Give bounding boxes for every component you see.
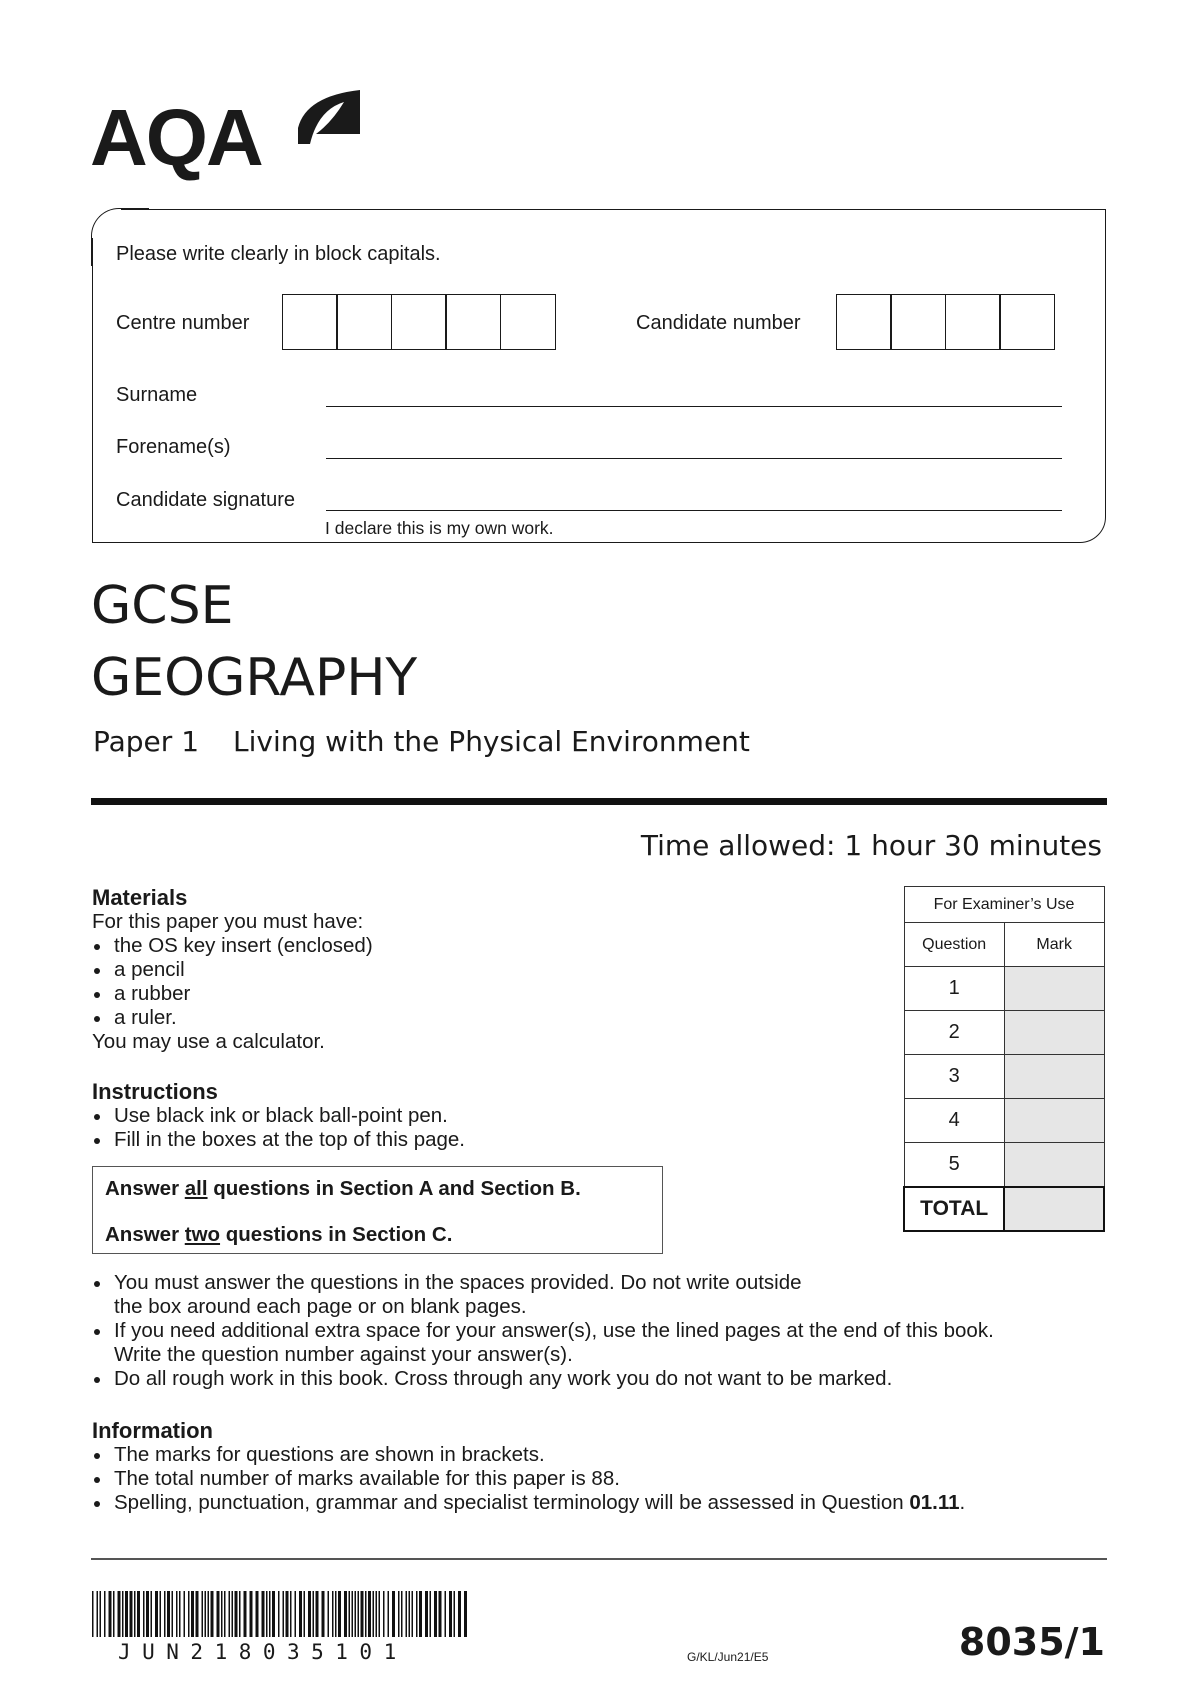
barcode-bar bbox=[232, 1591, 234, 1637]
signature-label: Candidate signature bbox=[116, 489, 296, 511]
barcode-bar bbox=[376, 1591, 378, 1637]
information-heading: Information bbox=[92, 1418, 213, 1443]
footer-divider bbox=[91, 1558, 1107, 1560]
leaf-icon bbox=[296, 88, 362, 144]
barcode-bar bbox=[167, 1591, 170, 1637]
barcode-bar bbox=[278, 1591, 280, 1637]
answer-requirement-2 bbox=[105, 1223, 452, 1247]
mark-column-header: Mark bbox=[1004, 923, 1104, 967]
barcode-bar bbox=[355, 1591, 357, 1637]
barcode-bar bbox=[134, 1591, 136, 1637]
subject-title: GEOGRAPHY bbox=[91, 648, 418, 708]
barcode-bar bbox=[439, 1591, 442, 1637]
barcode-bar bbox=[244, 1591, 247, 1637]
barcode-bar bbox=[316, 1591, 319, 1637]
barcode-bar bbox=[328, 1591, 330, 1637]
instructions-heading: Instructions bbox=[92, 1079, 218, 1104]
emphasis-all: all bbox=[184, 1177, 208, 1200]
list-item: a ruler. bbox=[92, 1006, 373, 1030]
barcode-bar bbox=[401, 1591, 403, 1637]
barcode-bar bbox=[344, 1591, 347, 1637]
barcode-bar bbox=[322, 1591, 325, 1637]
barcode-bar bbox=[224, 1591, 226, 1637]
mark-cell[interactable] bbox=[1004, 1011, 1104, 1055]
paper-number: Paper 1 bbox=[93, 725, 200, 758]
barcode-bar bbox=[211, 1591, 214, 1637]
total-label: TOTAL bbox=[904, 1187, 1004, 1231]
barcode-bar bbox=[458, 1591, 461, 1637]
barcode-bar bbox=[398, 1591, 400, 1637]
barcode-bar bbox=[269, 1591, 271, 1637]
barcode-bar bbox=[118, 1591, 121, 1637]
aqa-logo bbox=[90, 88, 360, 180]
candidate-number-digit[interactable] bbox=[890, 294, 946, 350]
candidate-number-digit[interactable] bbox=[999, 294, 1055, 350]
answer-requirements-box bbox=[92, 1166, 663, 1254]
table-row bbox=[904, 1143, 1104, 1187]
barcode-bar bbox=[100, 1591, 102, 1637]
text-span: Answer bbox=[105, 1223, 185, 1246]
forenames-label: Forename(s) bbox=[116, 436, 231, 458]
barcode-bar bbox=[434, 1591, 437, 1637]
candidate-number-digit[interactable] bbox=[945, 294, 1001, 350]
barcode-bar bbox=[125, 1591, 128, 1637]
barcode-bar bbox=[352, 1591, 354, 1637]
text-span: Spelling, punctuation, grammar and specialist terminology will be assessed in Question bbox=[114, 1491, 910, 1514]
question-column-header: Question bbox=[904, 923, 1004, 967]
barcode-bar bbox=[392, 1591, 395, 1637]
barcode-bar bbox=[176, 1591, 178, 1637]
barcode-text: JUN218035101 bbox=[118, 1640, 408, 1664]
text-span: . bbox=[959, 1491, 966, 1514]
barcode-bar bbox=[239, 1591, 241, 1637]
list-item bbox=[92, 1491, 1092, 1515]
list-item: Use black ink or black ball-point pen. bbox=[92, 1104, 465, 1128]
title-divider bbox=[91, 798, 1107, 805]
barcode-bar bbox=[445, 1591, 447, 1637]
barcode-bar bbox=[250, 1591, 253, 1637]
box-corner bbox=[91, 208, 121, 238]
text-span: questions in Section A and Section B. bbox=[207, 1177, 581, 1200]
barcode-bar bbox=[179, 1591, 181, 1637]
examiner-use-table bbox=[903, 886, 1105, 1232]
centre-number-label: Centre number bbox=[116, 312, 250, 334]
barcode-bar bbox=[368, 1591, 371, 1637]
barcode-bar bbox=[388, 1591, 390, 1637]
barcode-bar bbox=[299, 1591, 302, 1637]
barcode-bar bbox=[184, 1591, 186, 1637]
barcode-bar bbox=[97, 1591, 99, 1637]
barcode-bar bbox=[217, 1591, 220, 1637]
paper-title: Living with the Physical Environment bbox=[233, 725, 750, 758]
barcode-bar bbox=[266, 1591, 268, 1637]
barcode-bar bbox=[383, 1591, 385, 1637]
materials-intro: For this paper you must have: bbox=[92, 910, 364, 933]
aqa-logo-text: AQA bbox=[90, 93, 262, 182]
materials-list bbox=[92, 934, 373, 1030]
centre-number-digit[interactable] bbox=[391, 294, 447, 350]
list-item: a pencil bbox=[92, 958, 373, 982]
spag-question-number: 01.11 bbox=[909, 1491, 960, 1514]
mark-cell[interactable] bbox=[1004, 1099, 1104, 1143]
question-number: 3 bbox=[904, 1055, 1004, 1099]
barcode-bar bbox=[313, 1591, 315, 1637]
block-capitals-instruction: Please write clearly in block capitals. bbox=[116, 243, 441, 265]
instructions-list bbox=[92, 1104, 465, 1152]
barcode-bar bbox=[172, 1591, 174, 1637]
text-span: questions in Section C. bbox=[220, 1223, 453, 1246]
barcode-bar bbox=[191, 1591, 194, 1637]
question-number: 2 bbox=[904, 1011, 1004, 1055]
surname-label: Surname bbox=[116, 384, 198, 406]
barcode-bar bbox=[164, 1591, 166, 1637]
list-item: The total number of marks available for this paper is 88. bbox=[92, 1467, 1092, 1491]
barcode-bar bbox=[416, 1591, 418, 1637]
list-item: a rubber bbox=[92, 982, 373, 1006]
barcode-bar bbox=[409, 1591, 411, 1637]
barcode-bar bbox=[272, 1591, 275, 1637]
emphasis-two: two bbox=[184, 1223, 221, 1246]
barcode-bar bbox=[286, 1591, 289, 1637]
information-list bbox=[92, 1443, 1092, 1515]
table-row bbox=[904, 1099, 1104, 1143]
barcode-bar bbox=[332, 1591, 334, 1637]
list-item: Do all rough work in this book. Cross through any work you do not want to be marked. bbox=[92, 1367, 1092, 1391]
barcode-bar bbox=[143, 1591, 145, 1637]
question-number: 4 bbox=[904, 1099, 1004, 1143]
question-number: 5 bbox=[904, 1143, 1004, 1187]
barcode-bar bbox=[151, 1591, 153, 1637]
list-item: The marks for questions are shown in brackets. bbox=[92, 1443, 1092, 1467]
barcode-bar bbox=[425, 1591, 428, 1637]
barcode-bar bbox=[235, 1591, 238, 1637]
barcode-bar bbox=[406, 1591, 408, 1637]
answer-rules-list bbox=[92, 1271, 1092, 1391]
answer-requirement-1 bbox=[105, 1177, 581, 1201]
qualification-level: GCSE bbox=[91, 576, 234, 636]
barcode-bar bbox=[454, 1591, 456, 1637]
barcode-bar bbox=[449, 1591, 452, 1637]
text-span: Write the question number against your answer(s). bbox=[114, 1343, 573, 1366]
barcode-bar bbox=[256, 1591, 259, 1637]
examiner-table-heading: For Examiner’s Use bbox=[904, 887, 1104, 923]
barcode-bar bbox=[283, 1591, 285, 1637]
barcode-bar bbox=[221, 1591, 223, 1637]
barcode-bar bbox=[137, 1591, 140, 1637]
barcode bbox=[92, 1591, 472, 1637]
barcode-bar bbox=[202, 1591, 204, 1637]
barcode-bar bbox=[146, 1591, 149, 1637]
barcode-bar bbox=[188, 1591, 190, 1637]
mark-cell[interactable] bbox=[1004, 1143, 1104, 1187]
candidate-number-digit[interactable] bbox=[836, 294, 892, 350]
mark-cell[interactable] bbox=[1004, 1055, 1104, 1099]
barcode-bar bbox=[349, 1591, 351, 1637]
list-item: the OS key insert (enclosed) bbox=[92, 934, 373, 958]
barcode-bar bbox=[361, 1591, 364, 1637]
mark-cell[interactable] bbox=[1004, 967, 1104, 1011]
barcode-bar bbox=[335, 1591, 337, 1637]
barcode-bar bbox=[155, 1591, 158, 1637]
barcode-bar bbox=[358, 1591, 360, 1637]
centre-number-digit[interactable] bbox=[500, 294, 556, 350]
barcode-bar bbox=[229, 1591, 231, 1637]
barcode-bar bbox=[196, 1591, 199, 1637]
table-row bbox=[904, 1055, 1104, 1099]
centre-number-digit[interactable] bbox=[336, 294, 392, 350]
time-allowed: Time allowed: 1 hour 30 minutes bbox=[640, 829, 1102, 862]
table-row bbox=[904, 967, 1104, 1011]
declaration-text: I declare this is my own work. bbox=[325, 518, 554, 538]
barcode-bar bbox=[304, 1591, 306, 1637]
list-item: Fill in the boxes at the top of this page. bbox=[92, 1128, 465, 1152]
reference-code: G/KL/Jun21/E5 bbox=[687, 1650, 769, 1664]
barcode-bar bbox=[338, 1591, 341, 1637]
barcode-bar bbox=[295, 1591, 297, 1637]
text-span: Answer bbox=[105, 1177, 185, 1200]
barcode-bar bbox=[109, 1591, 112, 1637]
barcode-bar bbox=[373, 1591, 375, 1637]
total-mark-cell[interactable] bbox=[1004, 1187, 1104, 1231]
candidate-number-boxes[interactable] bbox=[837, 294, 1055, 350]
text-span: the box around each page or on blank pages. bbox=[114, 1295, 527, 1318]
barcode-bar bbox=[130, 1591, 133, 1637]
barcode-bar bbox=[308, 1591, 311, 1637]
calculator-note: You may use a calculator. bbox=[92, 1030, 325, 1053]
total-row bbox=[904, 1187, 1104, 1231]
forenames-field[interactable] bbox=[326, 458, 1062, 459]
barcode-bar bbox=[122, 1591, 124, 1637]
signature-field[interactable] bbox=[326, 510, 1062, 511]
barcode-bar bbox=[92, 1591, 94, 1637]
surname-field[interactable] bbox=[326, 406, 1062, 407]
paper-code: 8035/1 bbox=[958, 1620, 1105, 1664]
centre-number-boxes[interactable] bbox=[283, 294, 556, 350]
text-span: You must answer the questions in the spaces provided. Do not write outside bbox=[114, 1271, 802, 1294]
materials-heading: Materials bbox=[92, 885, 188, 910]
list-item bbox=[92, 1319, 1092, 1367]
barcode-bar bbox=[464, 1591, 467, 1637]
barcode-bar bbox=[419, 1591, 422, 1637]
barcode-bar bbox=[379, 1591, 381, 1637]
table-row bbox=[904, 1011, 1104, 1055]
barcode-bar bbox=[290, 1591, 292, 1637]
barcode-bar bbox=[205, 1591, 207, 1637]
barcode-bar bbox=[262, 1591, 265, 1637]
text-span: If you need additional extra space for your answer(s), use the lined pages at the end of this book. bbox=[114, 1319, 994, 1342]
barcode-bar bbox=[412, 1591, 414, 1637]
barcode-bar bbox=[113, 1591, 115, 1637]
centre-number-digit[interactable] bbox=[445, 294, 501, 350]
question-number: 1 bbox=[904, 967, 1004, 1011]
barcode-bar bbox=[208, 1591, 210, 1637]
barcode-bar bbox=[365, 1591, 367, 1637]
barcode-bar bbox=[160, 1591, 162, 1637]
centre-number-digit[interactable] bbox=[282, 294, 338, 350]
list-item bbox=[92, 1271, 1092, 1319]
barcode-bar bbox=[104, 1591, 106, 1637]
candidate-number-label: Candidate number bbox=[636, 312, 801, 334]
barcode-bar bbox=[430, 1591, 432, 1637]
